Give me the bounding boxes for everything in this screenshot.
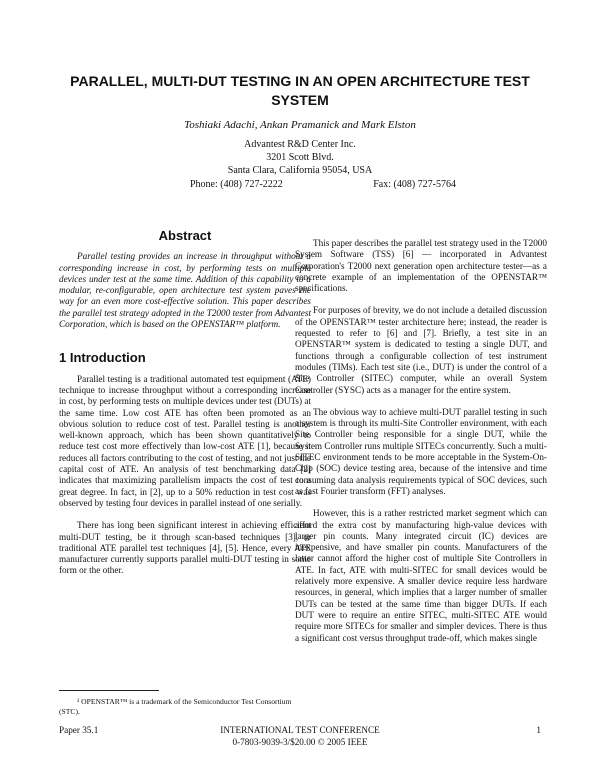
footer-paper-number: Paper 35.1 — [59, 725, 99, 735]
left-column — [59, 230, 311, 588]
body-paragraph: The obvious way to achieve multi-DUT parallel testing in such a system is through its multi-Site Controller environment, with each Site Controller being responsible for a single DUT, while the System Controller runs multiple SITECs concurrently. Such a multi-SITEC environment tends to be more acceptable in the System-On-Chip (SOC) device testing area, because of the intensive and time consuming data analysis requirements typical of SOC devices, such as fast Fourier transform (FFT) analyses. — [295, 406, 547, 496]
affiliation-street: 3201 Scott Blvd. — [266, 152, 334, 164]
affiliation — [120, 138, 480, 191]
authors: Toshiaki Adachi, Ankan Pramanick and Mark Elston — [184, 119, 416, 131]
right-column — [295, 238, 547, 655]
intro-paragraph: There has long been significant interest in achieving efficient multi-DUT testing, be it through scan-based techniques [3], or traditional ATE parallel test techniques [4], [5]. Hence, every ATE manufacturer currently supports parallel multi-DUT testing in some form or the other. — [59, 520, 311, 576]
footnote: ¹ OPENSTAR™ is a trademark of the Semiconductor Test Consortium (STC). — [59, 697, 292, 716]
abstract-heading: Abstract — [158, 228, 212, 243]
body-paragraph: However, this is a rather restricted market segment which can afford the extra cost by manufacturing high-value devices with larger pin counts. Many integrated circuit (IC) devices are inexpensive, and have smaller pin counts. Manufacturers of the latter cannot afford the higher cost of multiple Site Controllers in ATE. In fact, ATE with multi-SITEC for small devices would be relatively more expensive. A smaller device require less hardware resources, in general, which implies that a larger number of smaller DUTs can be tested at the same time than bigger DUTs. If each DUT were to require an entire SITEC, multi-SITEC ATE would require more SITECs for smaller and simpler devices. There is thus a significant cost versus throughput trade-off, which makes single — [295, 508, 547, 643]
paper-title: PARALLEL, MULTI-DUT TESTING IN AN OPEN ARCHITECTURE TEST SYSTEM — [70, 73, 530, 108]
footer-copyright: 0-7803-9039-3/$20.00 © 2005 IEEE — [232, 736, 368, 747]
body-paragraph: This paper describes the parallel test strategy used in the T2000 System Software (TSS) [6] — incorporated in Advantest Corporation's T2000 next generation open architecture tester—as a concrete example of an implementation of the OPENSTAR™ specifications. — [295, 238, 547, 294]
footer-conference — [59, 725, 541, 748]
abstract-text: Parallel testing provides an increase in throughput without a corresponding increase in cost, by performing tests on multiple devices under test at the same time. Addition of this capability to a modular, re-configurable, open architecture test system paves the way for an even more cost-effective solution. This paper describes the parallel test strategy adopted in the T2000 tester from Advantest Corporation, which is based on the OPENSTAR™ platform. — [59, 251, 311, 330]
section-heading-introduction: 1 Introduction — [59, 350, 146, 366]
affiliation-city: Santa Clara, California 95054, USA — [227, 165, 373, 177]
affiliation-fax: Fax: (408) 727-5764 — [373, 178, 456, 190]
affiliation-phone: Phone: (408) 727-2222 — [190, 178, 283, 190]
body-paragraph: For purposes of brevity, we do not include a detailed discussion of the OPENSTAR™ tester architecture here; instead, the reader is requested to refer to [6] and [7]. Briefly, a test site in an OPENSTAR™ system is dedicated to testing a single DUT, and functions through a configurable collection of test instrument modules (TIMs). Each test site (i.e., DUT) is under the control of a Site Controller (SITEC) computer, while an overall System Controller (SYSC) acts as a manager for the entire system. — [295, 305, 547, 395]
affiliation-org: Advantest R&D Center Inc. — [244, 139, 356, 150]
footer-conference-name: INTERNATIONAL TEST CONFERENCE — [220, 725, 380, 735]
footnote-divider — [59, 690, 159, 691]
intro-paragraph: Parallel testing is a traditional automated test equipment (ATE) technique to increase throughput without a corresponding increase in cost, by performing tests on multiple devices under test (DUTs) at the same time. Low cost ATE has often been promoted as an obvious solution to reduce cost of test. Parallel testing is another well-known approach, which has been shown quantitatively to reduce test cost more effectively than low-cost ATE [1], because it reduces all factors contributing to the cost of testing, and not just the capital cost of ATE. An analysis of test benchmarking data [2] indicates that maximizing parallelism impacts the cost of test to a great degree. In fact, in [2], up to a 50% reduction in test cost was observed by testing four devices in parallel instead of one serially. — [59, 373, 311, 508]
footer-page-number: 1 — [536, 725, 541, 735]
